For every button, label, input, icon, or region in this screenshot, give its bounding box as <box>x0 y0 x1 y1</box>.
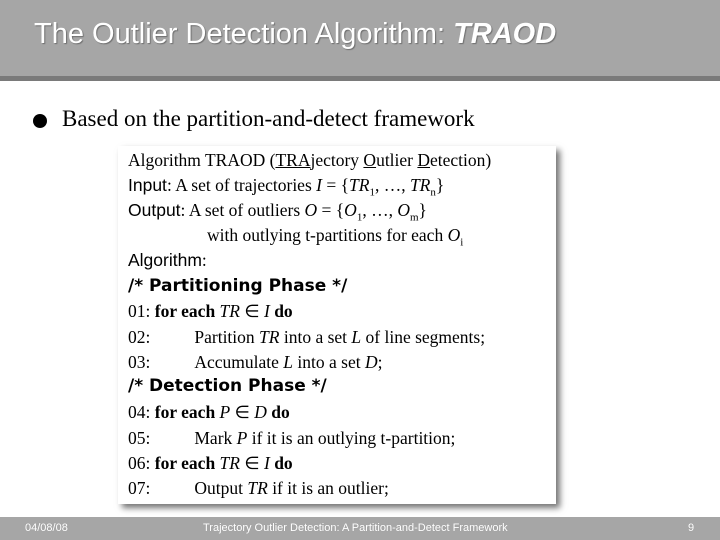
var-tr: TR <box>247 478 268 498</box>
sub-1: 1 <box>369 186 375 199</box>
phase-detection: /* Detection Phase */ <box>128 376 327 396</box>
line-number: 06: <box>128 453 155 473</box>
text-b: into a set <box>293 352 365 372</box>
phase-partitioning: /* Partitioning Phase */ <box>128 276 348 296</box>
var-tr: TR <box>259 327 280 347</box>
word-utlier: utlier <box>376 150 418 170</box>
input-desc: : A set of trajectories <box>166 175 317 195</box>
code-line-01 <box>128 301 293 322</box>
text-c: ; <box>377 352 383 372</box>
output-line-2 <box>207 225 463 249</box>
ellipsis: , …, <box>362 200 398 220</box>
sub-n: n <box>430 186 436 199</box>
text-a: Output <box>194 478 248 498</box>
var-I: I <box>316 175 322 195</box>
output2-text: with outlying t-partitions for each <box>207 225 448 245</box>
input-label: Input <box>128 175 167 195</box>
algorithm-label: Algorithm <box>128 250 202 270</box>
text-b: into a set <box>279 327 352 347</box>
sub-i: i <box>460 236 464 249</box>
line-number: 01: <box>128 301 155 321</box>
var-L: L <box>351 327 362 347</box>
var-I: I <box>263 453 270 473</box>
underline-d: D <box>417 150 431 170</box>
var-tr: TR <box>219 453 240 473</box>
code-line-06 <box>128 453 293 474</box>
close-brace: } <box>418 200 427 220</box>
var-O: O <box>304 200 318 220</box>
line-number: 05: <box>128 428 151 448</box>
element-of: ∈ <box>230 402 255 422</box>
title-rule <box>0 76 720 81</box>
text-a: Mark <box>194 428 237 448</box>
bullet-text: Based on the partition-and-detect framework <box>62 106 475 131</box>
keyword-do: do <box>266 402 290 422</box>
word-etection: etection) <box>430 150 492 170</box>
algorithm-box <box>118 146 556 504</box>
algorithm-label-line <box>128 250 207 271</box>
keyword-do: do <box>269 453 293 473</box>
title-emphasis: TRAOD <box>453 18 557 50</box>
ellipsis: , …, <box>374 175 410 195</box>
text-a: Partition <box>194 327 260 347</box>
underline-o: O <box>363 150 377 170</box>
code-line-02 <box>128 327 485 348</box>
var-D: D <box>254 402 267 422</box>
var-P: P <box>236 428 248 448</box>
element-of: ∈ <box>239 301 264 321</box>
output-label: Output <box>128 200 181 220</box>
algorithm-colon: : <box>201 250 207 270</box>
line-number: 03: <box>128 352 151 372</box>
close-brace: } <box>435 175 445 195</box>
text-b: if it is an outlier; <box>267 478 389 498</box>
output-line <box>128 200 427 224</box>
var-I: I <box>263 301 270 321</box>
var-o1: O <box>344 200 357 220</box>
input-line <box>128 175 444 199</box>
var-tr: TR <box>349 175 370 195</box>
var-oi: O <box>447 225 461 245</box>
footer-title: Trajectory Outlier Detection: A Partition-and-Detect Framework <box>203 522 508 534</box>
keyword-for-each: for each <box>154 301 220 321</box>
footer-page-number: 9 <box>688 522 695 534</box>
title-prefix: The Outlier Detection Algorithm: <box>34 18 454 50</box>
code-line-07 <box>128 478 389 499</box>
algo-name: Algorithm TRAOD ( <box>128 150 276 170</box>
text-a: Accumulate <box>194 352 284 372</box>
code-line-05 <box>128 428 455 449</box>
algorithm-header <box>128 150 491 171</box>
bullet-icon <box>33 114 47 128</box>
keyword-for-each: for each <box>154 402 220 422</box>
underline-tra: TRA <box>275 150 311 170</box>
text-b: if it is an outlying t-partition; <box>247 428 456 448</box>
var-P: P <box>219 402 231 422</box>
keyword-do: do <box>269 301 293 321</box>
word-jectory: jectory <box>310 150 364 170</box>
var-om: O <box>397 200 410 220</box>
sub-1: 1 <box>356 211 363 224</box>
var-D: D <box>364 352 378 372</box>
text-c: of line segments; <box>361 327 486 347</box>
code-line-04 <box>128 402 290 423</box>
element-of: ∈ <box>239 453 264 473</box>
var-L: L <box>283 352 294 372</box>
keyword-for-each: for each <box>154 453 220 473</box>
var-tr: TR <box>219 301 240 321</box>
var-tr-n: TR <box>409 175 431 195</box>
code-line-03 <box>128 352 382 373</box>
sub-m: m <box>409 211 419 224</box>
eq: = { <box>321 175 349 195</box>
footer-date: 04/08/08 <box>25 522 68 534</box>
line-number: 07: <box>128 478 151 498</box>
slide-title <box>34 18 556 51</box>
output-desc: : A set of outliers <box>180 200 305 220</box>
line-number: 02: <box>128 327 151 347</box>
eq: = { <box>317 200 345 220</box>
line-number: 04: <box>128 402 155 422</box>
